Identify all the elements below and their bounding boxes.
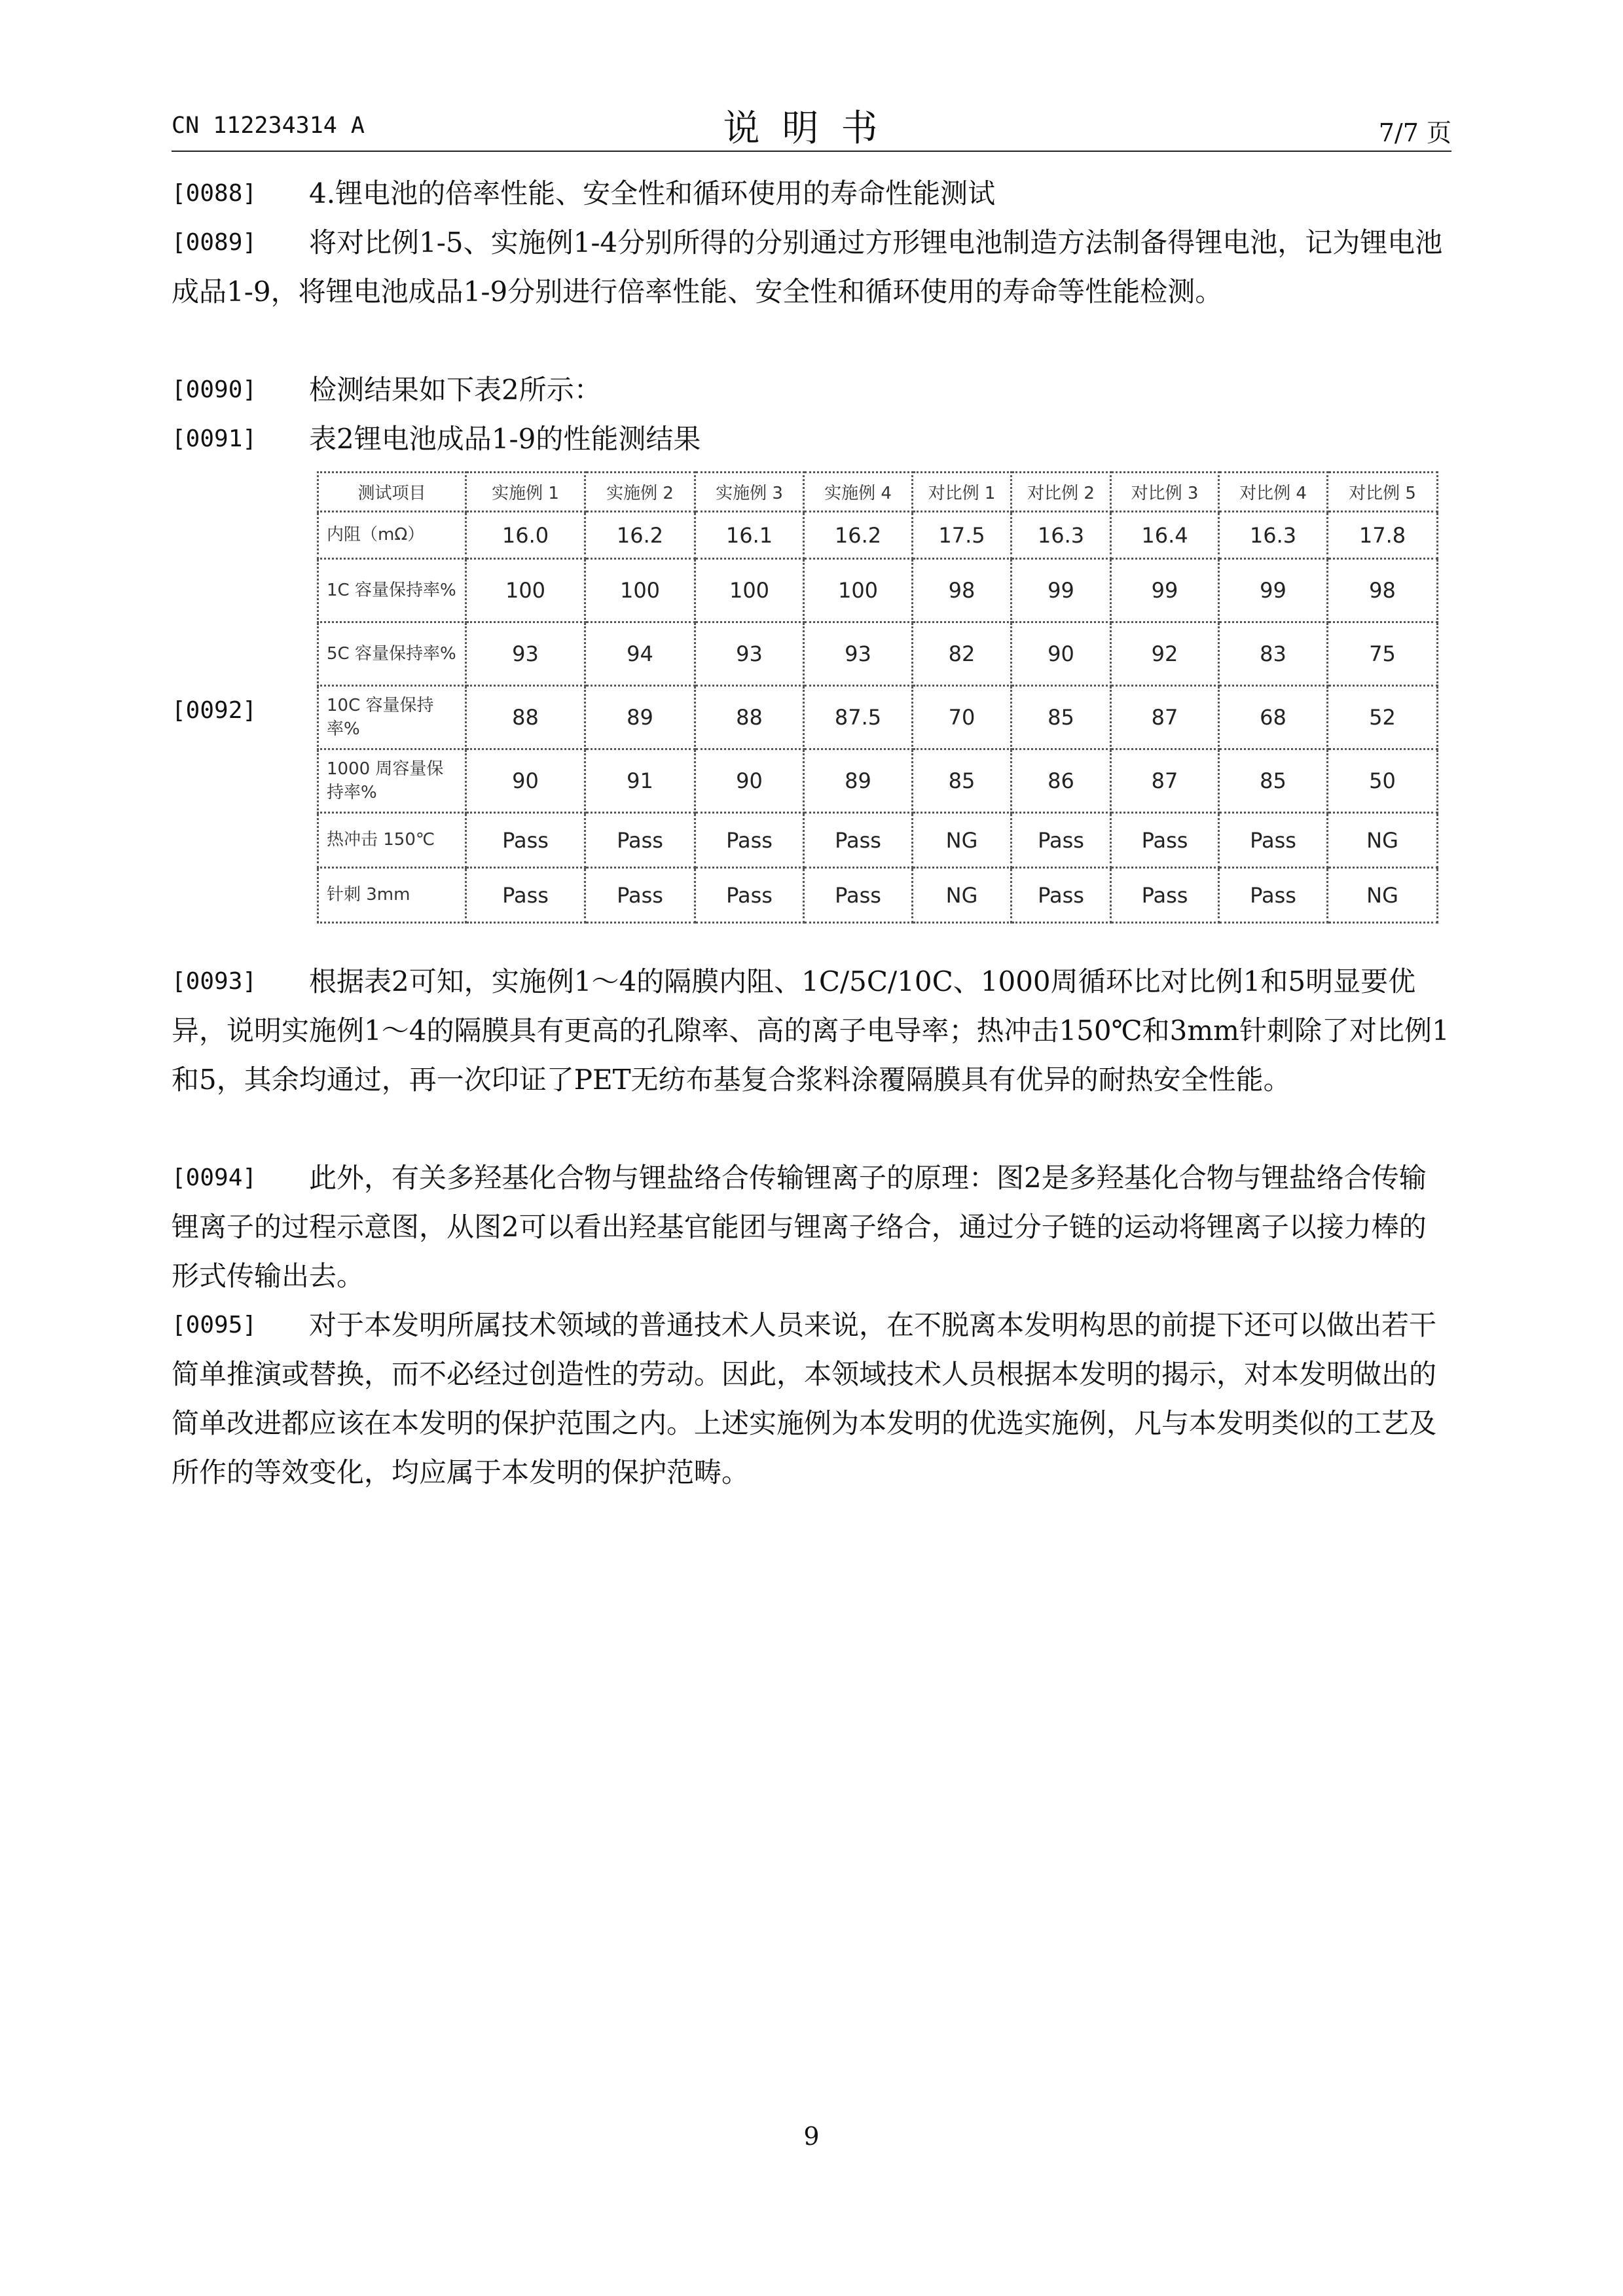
table-row bbox=[318, 749, 1438, 813]
table-cell: 93 bbox=[466, 622, 585, 686]
paragraph-0091 bbox=[172, 414, 1451, 463]
table-cell: 16.2 bbox=[804, 512, 913, 559]
paragraph-text: 此外，有关多羟基化合物与锂盐络合传输锂离子的原理：图2是多羟基化合物与锂盐络合传输锂离子的过程示意图，从图2可以看出羟基官能团与锂离子络合，通过分子链的运动将锂离子以接力棒的形式传输出去。 bbox=[172, 1162, 1427, 1292]
table-cell: Pass bbox=[1111, 868, 1219, 923]
page-number: 9 bbox=[803, 2122, 820, 2151]
table-cell: 88 bbox=[466, 686, 585, 749]
table-cell: 89 bbox=[585, 686, 695, 749]
table-cell: 86 bbox=[1012, 749, 1111, 813]
table-row bbox=[318, 559, 1438, 622]
table-cell: Pass bbox=[695, 868, 804, 923]
column-header: 对比例 4 bbox=[1219, 473, 1328, 512]
table-cell: Pass bbox=[585, 868, 695, 923]
table-row bbox=[318, 622, 1438, 686]
paragraph-number: [0088] bbox=[172, 180, 257, 207]
table-cell: 92 bbox=[1111, 622, 1219, 686]
document-title: 说明书 bbox=[723, 107, 900, 150]
page-header bbox=[172, 98, 1451, 152]
table-cell: 94 bbox=[585, 622, 695, 686]
paragraph-text: 4.锂电池的倍率性能、安全性和循环使用的寿命性能测试 bbox=[309, 177, 996, 209]
table-cell: 90 bbox=[1012, 622, 1111, 686]
paragraph-number: [0090] bbox=[172, 376, 257, 403]
paragraph-0088 bbox=[172, 169, 1451, 218]
table-cell: NG bbox=[913, 868, 1012, 923]
table-row bbox=[318, 868, 1438, 923]
table-cell: Pass bbox=[466, 868, 585, 923]
paragraph-text: 对于本发明所属技术领域的普通技术人员来说，在不脱离本发明构思的前提下还可以做出若干简单推演或替换，而不必经过创造性的劳动。因此，本领域技术人员根据本发明的揭示，对本发明做出的简单改进都应该在本发明的保护范围之内。上述实施例为本发明的优选实施例，凡与本发明类似的工艺及所作的等效变化，均应属于本发明的保护范畴。 bbox=[172, 1309, 1437, 1488]
table-cell: 70 bbox=[913, 686, 1012, 749]
table-cell: 85 bbox=[1219, 749, 1328, 813]
table-row bbox=[318, 512, 1438, 559]
table-cell: 16.1 bbox=[695, 512, 804, 559]
table-cell: 75 bbox=[1328, 622, 1438, 686]
column-header: 测试项目 bbox=[318, 473, 466, 512]
row-label: 10C 容量保持率% bbox=[318, 686, 466, 749]
table-cell: Pass bbox=[466, 813, 585, 868]
paragraph-text: 检测结果如下表2所示： bbox=[309, 374, 602, 406]
row-label: 内阻（mΩ） bbox=[318, 512, 466, 559]
table-cell: Pass bbox=[1219, 813, 1328, 868]
paragraph-number: [0095] bbox=[172, 1312, 257, 1338]
table-cell: Pass bbox=[1219, 868, 1328, 923]
table-cell: 99 bbox=[1012, 559, 1111, 622]
paragraph-0090 bbox=[172, 365, 1451, 414]
table-cell: 93 bbox=[804, 622, 913, 686]
table-cell: 82 bbox=[913, 622, 1012, 686]
table-cell: 50 bbox=[1328, 749, 1438, 813]
paragraph-0089 bbox=[172, 218, 1451, 316]
row-label: 针刺 3mm bbox=[318, 868, 466, 923]
table-cell: Pass bbox=[804, 813, 913, 868]
table-cell: 17.8 bbox=[1328, 512, 1438, 559]
table-cell: NG bbox=[913, 813, 1012, 868]
table-cell: Pass bbox=[804, 868, 913, 923]
table-cell: 90 bbox=[466, 749, 585, 813]
table-cell: NG bbox=[1328, 868, 1438, 923]
table-cell: 85 bbox=[1012, 686, 1111, 749]
table-cell: 100 bbox=[695, 559, 804, 622]
table-cell: 89 bbox=[804, 749, 913, 813]
table-cell: 87.5 bbox=[804, 686, 913, 749]
table-cell: 91 bbox=[585, 749, 695, 813]
table-cell: 100 bbox=[466, 559, 585, 622]
table-header-row bbox=[318, 473, 1438, 512]
table-cell: 98 bbox=[1328, 559, 1438, 622]
table-cell: Pass bbox=[585, 813, 695, 868]
column-header: 实施例 4 bbox=[804, 473, 913, 512]
table-cell: NG bbox=[1328, 813, 1438, 868]
table-cell: 83 bbox=[1219, 622, 1328, 686]
column-header: 对比例 2 bbox=[1012, 473, 1111, 512]
table-cell: 85 bbox=[913, 749, 1012, 813]
paragraph-number: [0094] bbox=[172, 1164, 257, 1191]
table-cell: 16.0 bbox=[466, 512, 585, 559]
paragraph-number: [0091] bbox=[172, 425, 257, 452]
table-row bbox=[318, 813, 1438, 868]
table-cell: Pass bbox=[1012, 868, 1111, 923]
table-row bbox=[318, 686, 1438, 749]
table-cell: 16.3 bbox=[1012, 512, 1111, 559]
table-cell: 99 bbox=[1219, 559, 1328, 622]
table-cell: 100 bbox=[585, 559, 695, 622]
table-cell: 88 bbox=[695, 686, 804, 749]
paragraph-0093 bbox=[172, 957, 1451, 1104]
table-2-performance bbox=[317, 471, 1438, 924]
paragraph-number: [0092] bbox=[172, 697, 257, 724]
table-cell: Pass bbox=[695, 813, 804, 868]
table-cell: 16.4 bbox=[1111, 512, 1219, 559]
column-header: 对比例 1 bbox=[913, 473, 1012, 512]
table-cell: Pass bbox=[1111, 813, 1219, 868]
table-cell: 99 bbox=[1111, 559, 1219, 622]
paragraph-text: 根据表2可知，实施例1～4的隔膜内阻、1C/5C/10C、1000周循环比对比例1和5明显要优异，说明实施例1～4的隔膜具有更高的孔隙率、高的离子电导率；热冲击150℃和3mm针刺除了对比例1和5，其余均通过，再一次印证了PET无纺布基复合浆料涂覆隔膜具有优异的耐热安全性能。 bbox=[172, 965, 1450, 1096]
column-header: 对比例 5 bbox=[1328, 473, 1438, 512]
table-cell: 16.3 bbox=[1219, 512, 1328, 559]
paragraph-number: [0089] bbox=[172, 229, 257, 256]
row-label: 热冲击 150℃ bbox=[318, 813, 466, 868]
page-indicator: 7/7 页 bbox=[1378, 118, 1451, 147]
table-cell: 98 bbox=[913, 559, 1012, 622]
table-cell: 52 bbox=[1328, 686, 1438, 749]
table-cell: 87 bbox=[1111, 749, 1219, 813]
column-header: 实施例 1 bbox=[466, 473, 585, 512]
table-cell: 93 bbox=[695, 622, 804, 686]
row-label: 5C 容量保持率% bbox=[318, 622, 466, 686]
column-header: 实施例 2 bbox=[585, 473, 695, 512]
paragraph-number: [0093] bbox=[172, 968, 257, 995]
paragraph-text: 将对比例1-5、实施例1-4分别所得的分别通过方形锂电池制造方法制备得锂电池，记为锂电池成品1-9，将锂电池成品1-9分别进行倍率性能、安全性和循环使用的寿命等性能检测。 bbox=[172, 226, 1443, 308]
column-header: 对比例 3 bbox=[1111, 473, 1219, 512]
row-label: 1C 容量保持率% bbox=[318, 559, 466, 622]
table-cell: 68 bbox=[1219, 686, 1328, 749]
column-header: 实施例 3 bbox=[695, 473, 804, 512]
row-label: 1000 周容量保持率% bbox=[318, 749, 466, 813]
paragraph-text: 表2锂电池成品1-9的性能测结果 bbox=[309, 423, 701, 455]
table-cell: Pass bbox=[1012, 813, 1111, 868]
paragraph-0095 bbox=[172, 1300, 1451, 1497]
table-cell: 87 bbox=[1111, 686, 1219, 749]
paragraph-0094 bbox=[172, 1153, 1451, 1300]
table-cell: 90 bbox=[695, 749, 804, 813]
table-cell: 17.5 bbox=[913, 512, 1012, 559]
table-cell: 100 bbox=[804, 559, 913, 622]
table-cell: 16.2 bbox=[585, 512, 695, 559]
patent-number: CN 112234314 A bbox=[172, 113, 365, 139]
